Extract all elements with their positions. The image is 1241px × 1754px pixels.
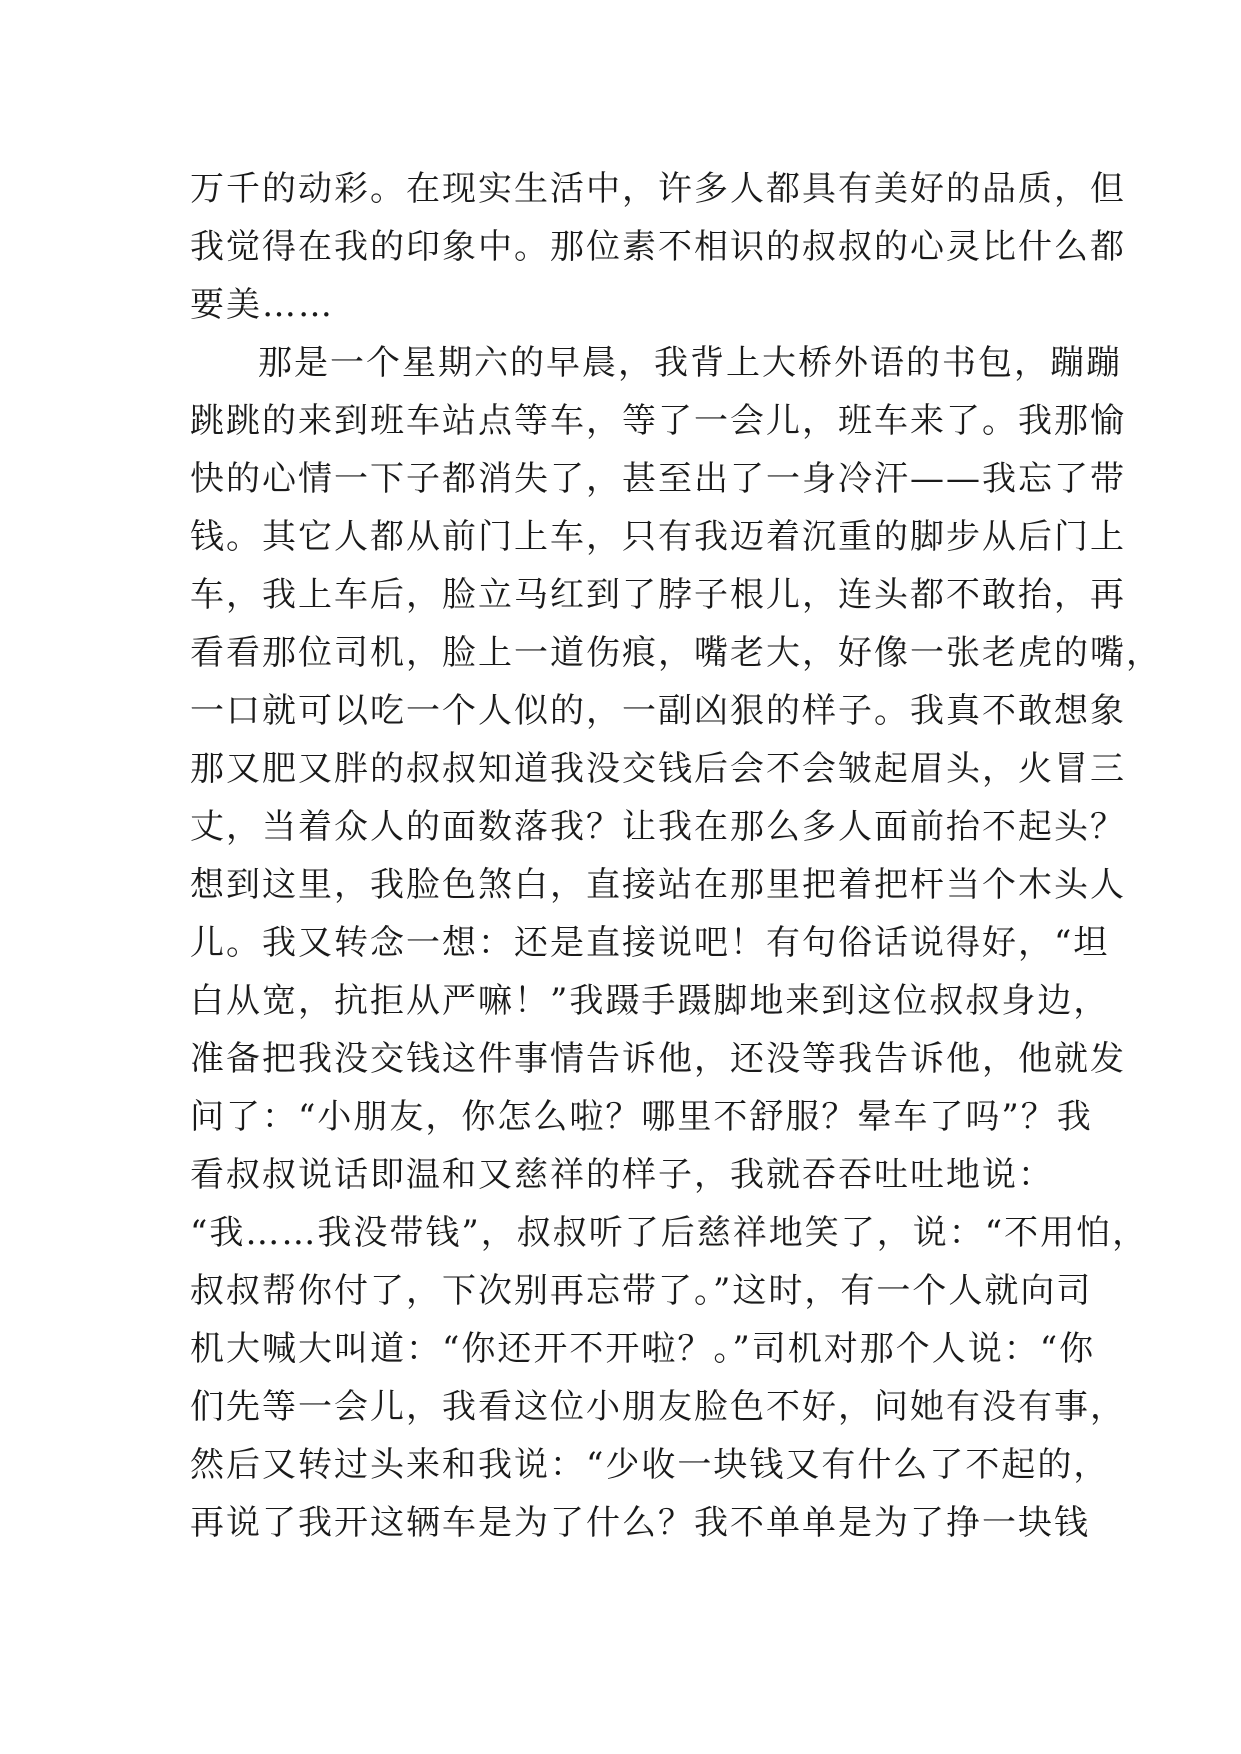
body-text <box>190 160 1162 1552</box>
text-line: 问了：“小朋友，你怎么啦？哪里不舒服？晕车了吗”？我 <box>190 1097 1093 1137</box>
text-line: 叔叔帮你付了，下次别再忘带了。”这时，有一个人就向司 <box>190 1271 1093 1311</box>
text-line: 钱。其它人都从前门上车，只有我迈着沉重的脚步从后门上 <box>190 517 1126 557</box>
text-line: 然后又转过头来和我说：“少收一块钱又有什么了不起的， <box>190 1445 1110 1485</box>
text-line: 车，我上车后，脸立马红到了脖子根儿，连头都不敢抬，再 <box>190 575 1126 615</box>
text-line: 儿。我又转念一想：还是直接说吧！有句俗话说得好，“坦 <box>190 923 1110 963</box>
text-line: 机大喊大叫道：“你还开不开啦？。”司机对那个人说：“你 <box>190 1329 1096 1369</box>
text-line: 白从宽，抗拒从严嘛！”我蹑手蹑脚地来到这位叔叔身边， <box>190 981 1110 1021</box>
text-line: 万千的动彩。在现实生活中，许多人都具有美好的品质，但 <box>190 169 1126 209</box>
text-line: 们先等一会儿，我看这位小朋友脸色不好，问她有没有事， <box>190 1387 1126 1427</box>
text-line: 我觉得在我的印象中。那位素不相识的叔叔的心灵比什么都 <box>190 227 1126 267</box>
text-line: 看看那位司机，脸上一道伤痕，嘴老大，好像一张老虎的嘴， <box>190 633 1162 673</box>
text-line: “我……我没带钱”，叔叔听了后慈祥地笑了，说：“不用怕， <box>190 1213 1149 1253</box>
text-line: 再说了我开这辆车是为了什么？我不单单是为了挣一块钱 <box>190 1503 1090 1543</box>
text-line: 跳跳的来到班车站点等车，等了一会儿，班车来了。我那愉 <box>190 401 1126 441</box>
text-line: 想到这里，我脸色煞白，直接站在那里把着把杆当个木头人 <box>190 865 1126 905</box>
text-line: 准备把我没交钱这件事情告诉他，还没等我告诉他，他就发 <box>190 1039 1126 1079</box>
text-line: 要美…… <box>190 285 334 325</box>
text-line: 丈，当着众人的面数落我？让我在那么多人面前抬不起头？ <box>190 807 1126 847</box>
paragraph-first-line: 那是一个星期六的早晨，我背上大桥外语的书包，蹦蹦 <box>258 343 1122 383</box>
text-line: 快的心情一下子都消失了，甚至出了一身冷汗——我忘了带 <box>190 459 1126 499</box>
text-line: 那又肥又胖的叔叔知道我没交钱后会不会皱起眉头，火冒三 <box>190 749 1126 789</box>
text-line: 看叔叔说话即温和又慈祥的样子，我就吞吞吐吐地说： <box>190 1155 1054 1195</box>
text-line: 一口就可以吃一个人似的，一副凶狠的样子。我真不敢想象 <box>190 691 1126 731</box>
